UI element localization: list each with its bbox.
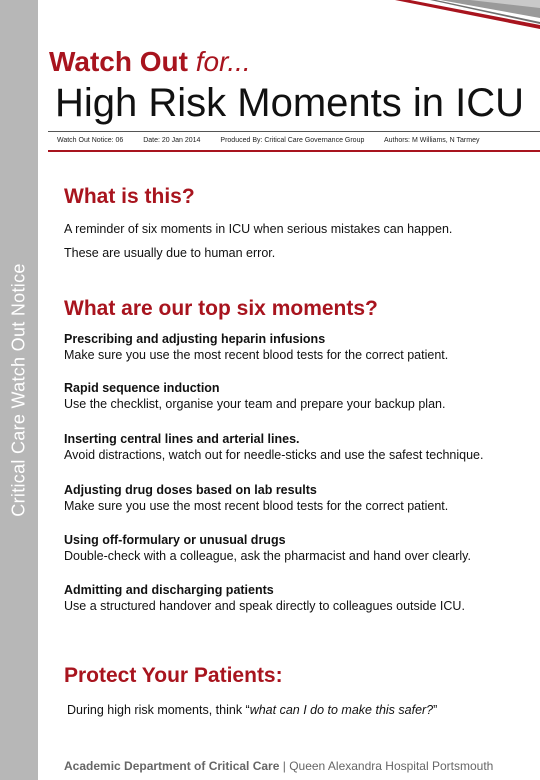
notice-number: Watch Out Notice: 06 bbox=[57, 137, 124, 144]
footer-separator: | bbox=[279, 759, 290, 773]
moment-description: Make sure you use the most recent blood tests for the correct patient. bbox=[64, 348, 449, 362]
for-text: for... bbox=[195, 46, 251, 77]
what-is-this-line-1: A reminder of six moments in ICU when serious mistakes can happen. bbox=[64, 222, 453, 236]
notice-date: Date: 20 Jan 2014 bbox=[143, 137, 201, 144]
moment-description: Use a structured handover and speak directly to colleagues outside ICU. bbox=[64, 599, 465, 613]
watch-out-text: Watch Out bbox=[49, 46, 188, 77]
protect-text bbox=[67, 703, 437, 717]
moment-description: Double-check with a colleague, ask the pharmacist and hand over clearly. bbox=[64, 549, 471, 563]
watch-out-title bbox=[49, 46, 251, 78]
moment-title: Admitting and discharging patients bbox=[64, 583, 274, 597]
moment-description: Avoid distractions, watch out for needle-sticks and use the safest technique. bbox=[64, 448, 484, 462]
protect-heading: Protect Your Patients: bbox=[64, 664, 283, 687]
moment-item bbox=[64, 483, 448, 513]
protect-prefix: During high risk moments, think “ bbox=[67, 703, 250, 717]
page-title: High Risk Moments in ICU bbox=[55, 81, 525, 125]
protect-question: what can I do to make this safer? bbox=[249, 703, 434, 717]
moment-description: Make sure you use the most recent blood tests for the correct patient. bbox=[64, 499, 449, 513]
moment-item bbox=[64, 432, 483, 462]
sidebar-strip bbox=[0, 0, 38, 780]
footer bbox=[64, 759, 493, 773]
moment-item bbox=[64, 332, 448, 362]
meta-divider-bottom bbox=[48, 150, 540, 152]
top-six-heading: What are our top six moments? bbox=[64, 297, 378, 320]
corner-stripes-decoration bbox=[0, 0, 540, 52]
footer-hospital: Queen Alexandra Hospital Portsmouth bbox=[289, 759, 494, 773]
moment-title: Rapid sequence induction bbox=[64, 381, 220, 395]
sidebar-label: Critical Care Watch Out Notice bbox=[8, 263, 29, 517]
authors: Authors: M Williams, N Tarmey bbox=[383, 137, 480, 144]
footer-department: Academic Department of Critical Care bbox=[64, 759, 280, 773]
moment-description: Use the checklist, organise your team and prepare your backup plan. bbox=[64, 397, 446, 411]
moment-item bbox=[64, 533, 471, 563]
meta-divider-top bbox=[48, 131, 540, 132]
what-is-this-line-2: These are usually due to human error. bbox=[64, 246, 276, 260]
protect-suffix: ” bbox=[433, 703, 438, 717]
what-is-this-heading: What is this? bbox=[64, 185, 195, 208]
moment-title: Using off-formulary or unusual drugs bbox=[64, 533, 286, 547]
meta-info bbox=[57, 137, 498, 144]
moment-title: Adjusting drug doses based on lab results bbox=[64, 483, 317, 497]
moment-item bbox=[64, 583, 465, 613]
produced-by: Produced By: Critical Care Governance Group bbox=[220, 137, 365, 144]
moment-item bbox=[64, 381, 445, 411]
moment-title: Inserting central lines and arterial lines. bbox=[64, 432, 300, 446]
moment-title: Prescribing and adjusting heparin infusions bbox=[64, 332, 326, 346]
